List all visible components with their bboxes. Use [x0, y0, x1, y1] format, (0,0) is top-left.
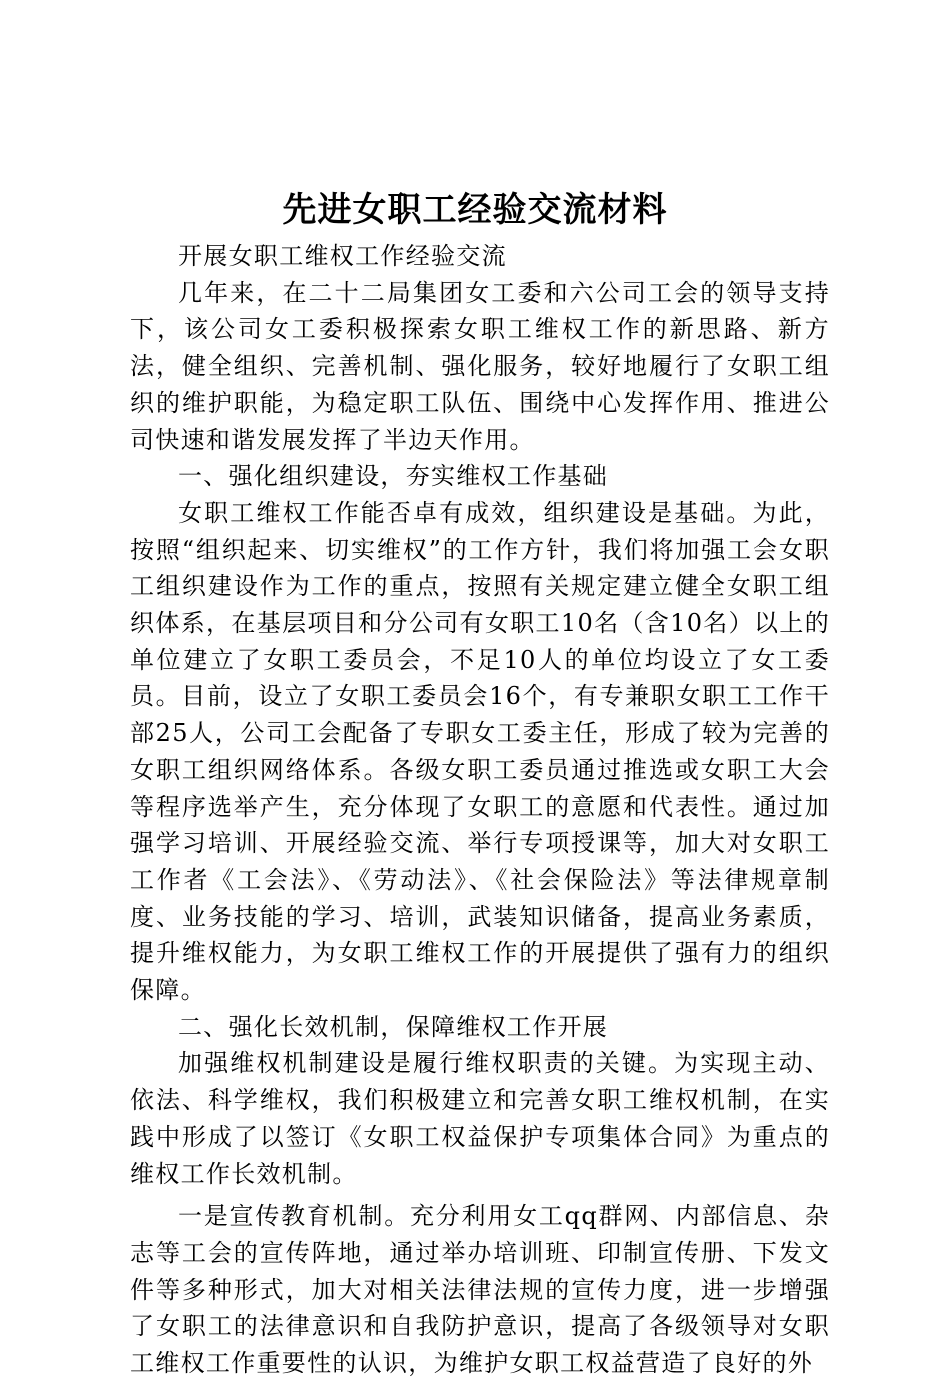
section-2-paragraph: 加强维权机制建设是履行维权职责的关键。为实现主动、依法、科学维权，我们积极建立和完善女职工维权机制，在实践中形成了以签订《女职工权益保护专项集体合同》为重点的维权工作长效机制。	[130, 1049, 830, 1188]
section-1-paragraph: 女职工维权工作能否卓有成效，组织建设是基础。为此，按照“组织起来、切实维权”的工作方针，我们将加强工会女职工组织建设作为工作的重点，按照有关规定建立健全女职工组织体系，在基层项目和分公司有女职工10名（含10名）以上的单位建立了女职工委员会，不足10人的单位均设立了女工委员。目前，设立了女职工委员会16个，有专兼职女职工工作干部25人，公司工会配备了专职女工委主任，形成了较为完善的女职工组织网络体系。各级女职工委员通过推选或女职工大会等程序选举产生，充分体现了女职工的意愿和代表性。通过加强学习培训、开展经验交流、举行专项授课等，加大对女职工工作者《工会法》、《劳动法》、《社会保险法》等法律规章制度、业务技能的学习、培训，武装知识储备，提高业务素质，提升维权能力，为女职工维权工作的开展提供了强有力的组织保障。	[130, 498, 830, 1005]
document-title: 先进女职工经验交流材料	[282, 190, 668, 230]
intro-paragraph: 几年来，在二十二局集团女工委和六公司工会的领导支持下，该公司女工委积极探索女职工维权工作的新思路、新方法，健全组织、完善机制、强化服务，较好地履行了女职工组织的维护职能，为稳定职工队伍、围绕中心发挥作用、推进公司快速和谐发展发挥了半边天作用。	[130, 278, 830, 454]
mechanism-1-paragraph: 一是宣传教育机制。充分利用女工qq群网、内部信息、杂志等工会的宣传阵地，通过举办培训班、印制宣传册、下发文件等多种形式，加大对相关法律法规的宣传力度，进一步增强了女职工的法律意识和自我防护意识，提高了各级领导对女职工维权工作重要性的认识，为维护女职工权益营造了良好的外	[130, 1202, 830, 1378]
section-heading-2: 二、强化长效机制，保障维权工作开展	[178, 1012, 609, 1041]
section-heading-1: 一、强化组织建设，夯实维权工作基础	[178, 462, 609, 491]
subtitle-paragraph: 开展女职工维权工作经验交流	[178, 242, 507, 270]
document-body	[130, 238, 830, 1382]
